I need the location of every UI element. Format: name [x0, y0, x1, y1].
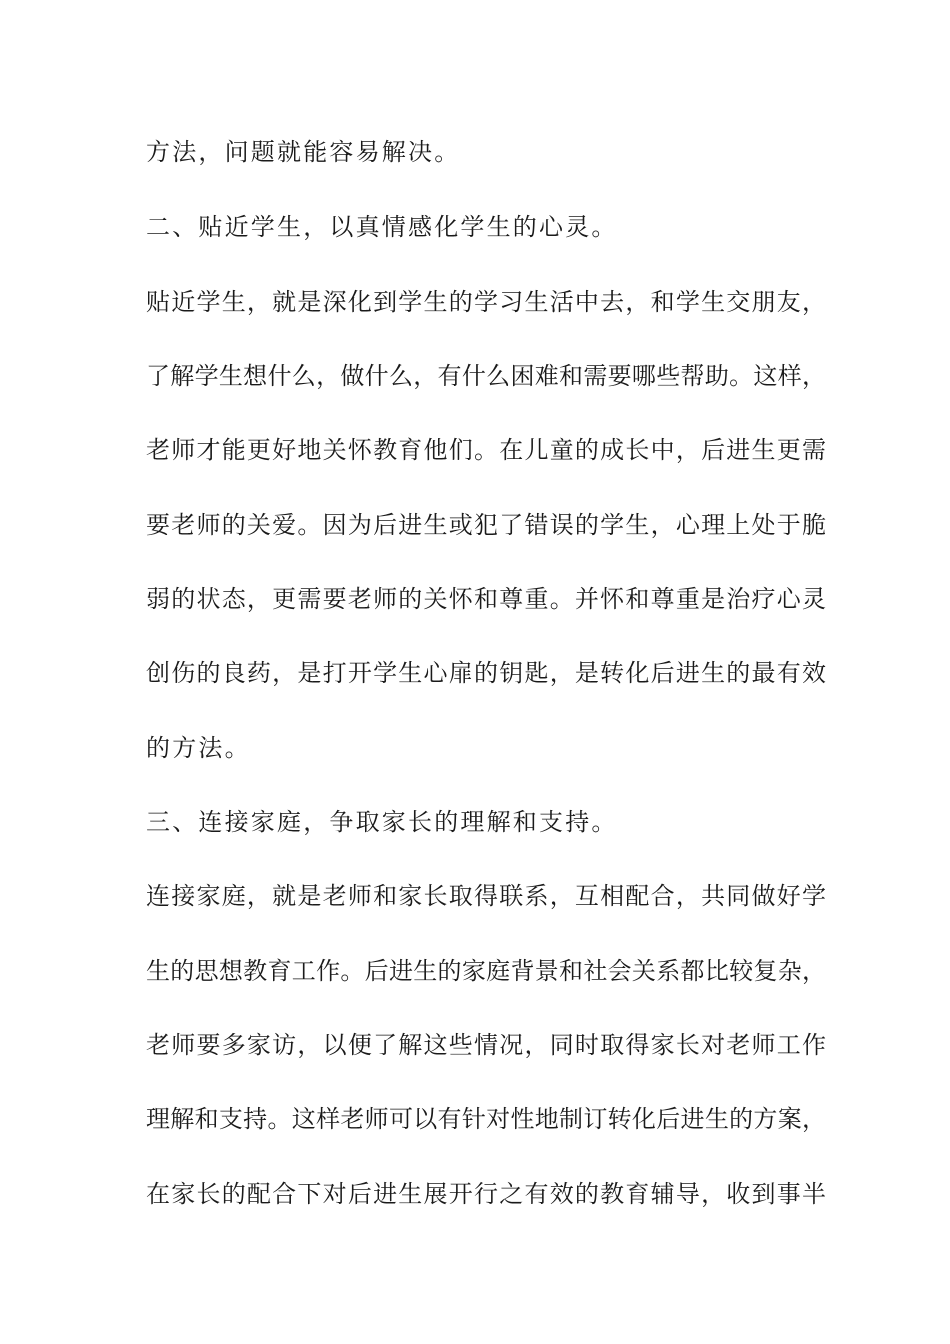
text-line: 老师要多家访，以便了解这些情况，同时取得家长对老师工作 — [146, 1031, 826, 1059]
text-line: 在家长的配合下对后进生展开行之有效的教育辅导，收到事半 — [146, 1180, 826, 1208]
text-line: 创伤的良药，是打开学生心扉的钥匙，是转化后进生的最有效 — [146, 659, 826, 687]
text-line: 弱的状态，更需要老师的关怀和尊重。并怀和尊重是治疗心灵 — [146, 585, 826, 613]
text-line: 贴近学生，就是深化到学生的学习生活中去，和学生交朋友， — [146, 288, 826, 316]
text-line: 了解学生想什么，做什么，有什么困难和需要哪些帮助。这样， — [146, 362, 826, 390]
text-line: 方法，问题就能容易解决。 — [146, 138, 461, 166]
text-line: 生的思想教育工作。后进生的家庭背景和社会关系都比较复杂， — [146, 957, 826, 985]
text-line: 老师才能更好地关怀教育他们。在儿童的成长中，后进生更需 — [146, 436, 826, 464]
text-line: 理解和支持。这样老师可以有针对性地制订转化后进生的方案， — [146, 1105, 826, 1133]
section-heading: 二、贴近学生，以真情感化学生的心灵。 — [146, 213, 618, 241]
text-line: 要老师的关爱。因为后进生或犯了错误的学生，心理上处于脆 — [146, 511, 826, 539]
section-heading: 三、连接家庭，争取家长的理解和支持。 — [146, 808, 618, 836]
text-line: 的方法。 — [146, 734, 251, 762]
text-line: 连接家庭，就是老师和家长取得联系，互相配合，共同做好学 — [146, 882, 826, 910]
